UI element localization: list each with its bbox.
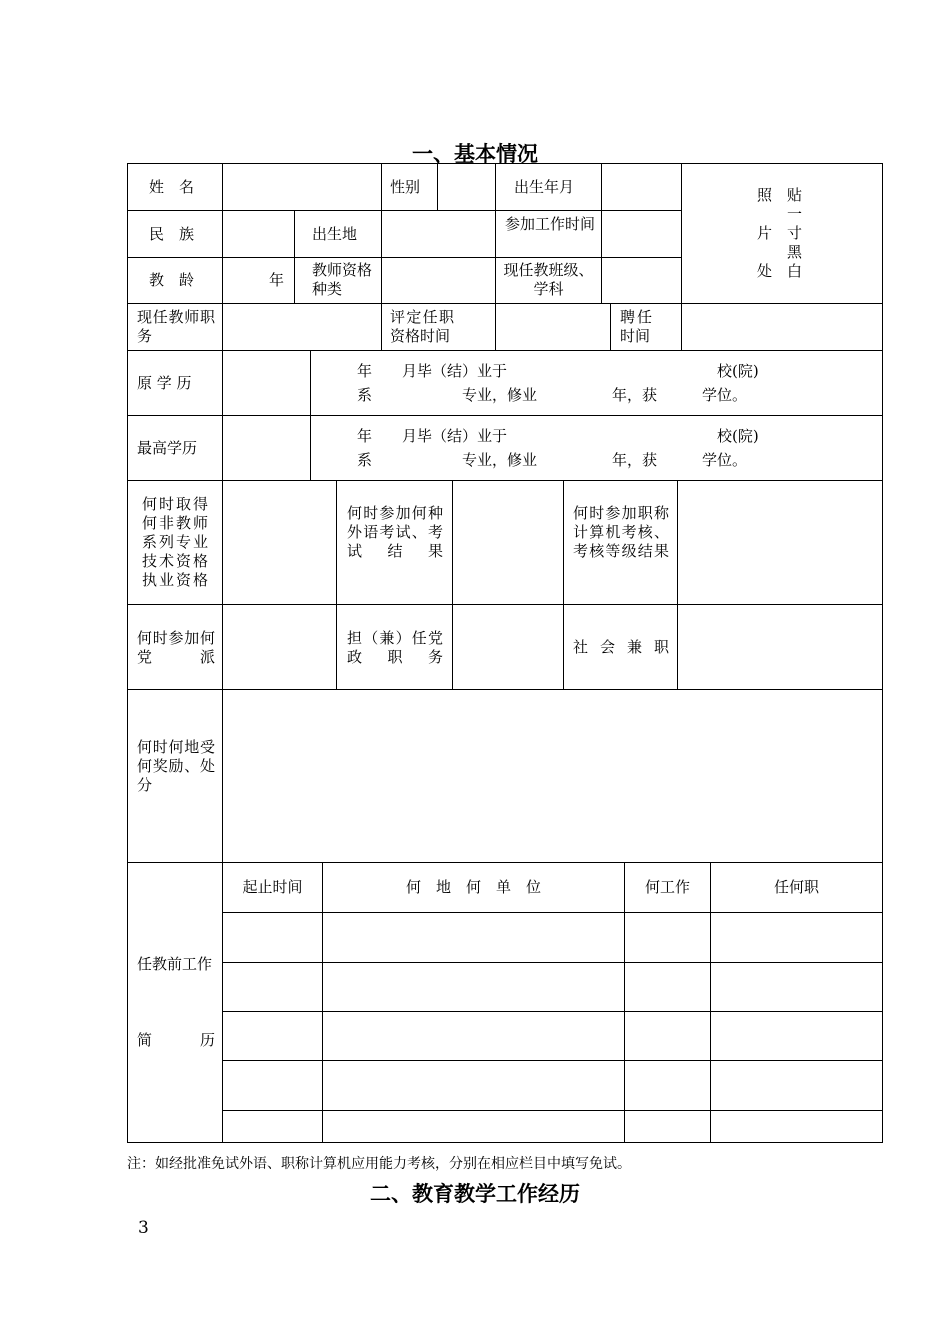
teaching-years-field[interactable] — [222, 257, 295, 304]
label-party-post: 担（兼）任党政职务 — [347, 629, 443, 666]
wh-header-work — [624, 862, 711, 913]
highest-edu-detail[interactable] — [310, 415, 883, 481]
original-edu-line1: 年 月毕（结）业于 校(院) — [357, 362, 759, 380]
cell-teacher-cert-label — [294, 257, 382, 304]
original-edu-detail[interactable] — [310, 350, 883, 416]
wh-header-place — [322, 862, 625, 913]
label-name: 姓 名 — [149, 178, 195, 196]
cell-birthplace-label — [294, 210, 382, 258]
label-foreign-lang: 何时参加何种外语考试、考试结果 — [347, 504, 443, 560]
wh-row5-place[interactable] — [322, 1110, 625, 1143]
cell-original-edu-label — [127, 350, 223, 416]
non-teacher-qual-field[interactable] — [222, 480, 337, 605]
label-year-unit: 年 — [269, 271, 285, 289]
label-non-teacher-qual: 何时取得何非教师系列专业技术资格执业资格 — [142, 495, 208, 589]
photo-box — [681, 163, 883, 304]
wh-row2-period[interactable] — [222, 962, 323, 1012]
social-post-field[interactable] — [677, 604, 883, 690]
cell-teaching-years-label — [127, 257, 223, 304]
wh-row4-work[interactable] — [624, 1060, 711, 1111]
appoint-time-field[interactable] — [681, 303, 883, 351]
wh-row4-place[interactable] — [322, 1060, 625, 1111]
wh-row4-post[interactable] — [710, 1060, 883, 1111]
label-work-history: 任教前工作 — [137, 955, 213, 973]
awards-field[interactable] — [222, 689, 883, 863]
cell-awards-label — [127, 689, 223, 863]
wh-header-post — [710, 862, 883, 913]
gender-field[interactable] — [437, 163, 496, 211]
wh-row4-period[interactable] — [222, 1060, 323, 1111]
highest-edu-line2: 系 专业，修业 年，获 学位。 — [357, 451, 748, 469]
wh-header-period — [222, 862, 323, 913]
current-class-field[interactable] — [601, 257, 682, 304]
cell-party-post-label — [336, 604, 453, 690]
label-ethnicity: 民 族 — [149, 225, 195, 243]
cell-non-teacher-qual-label — [127, 480, 223, 605]
label-gender: 性别 — [390, 178, 421, 196]
label-party: 何时参加何党派 — [137, 629, 215, 666]
ethnicity-field[interactable] — [222, 210, 295, 258]
computer-exam-field[interactable] — [677, 480, 883, 605]
wh-row3-work[interactable] — [624, 1011, 711, 1061]
cell-party-label — [127, 604, 223, 690]
work-start-field[interactable] — [601, 210, 682, 258]
label-awards: 何时何地受何奖励、处分 — [137, 738, 215, 794]
cell-gender-label — [381, 163, 438, 211]
wh-row2-post[interactable] — [710, 962, 883, 1012]
wh-row2-work[interactable] — [624, 962, 711, 1012]
wh-row3-place[interactable] — [322, 1011, 625, 1061]
cell-birth-label — [495, 163, 602, 211]
cell-work-history-label — [127, 862, 223, 1143]
cell-social-post-label — [563, 604, 678, 690]
wh-row2-place[interactable] — [322, 962, 625, 1012]
label-wh-period: 起止时间 — [242, 878, 303, 896]
label-current-post: 现任教师职务 — [137, 308, 215, 345]
footnote: 注：如经批准免试外语、职称计算机应用能力考核，分别在相应栏目中填写免试。 — [127, 1156, 631, 1172]
wh-row3-post[interactable] — [710, 1011, 883, 1061]
label-computer-exam: 何时参加职称计算机考核、考核等级结果 — [573, 504, 669, 560]
label-wh-place: 何 地 何 单 位 — [405, 878, 541, 896]
label-birth: 出生年月 — [514, 178, 575, 196]
highest-edu-line1: 年 月毕（结）业于 校(院) — [357, 427, 759, 445]
label-wh-post: 任何职 — [773, 878, 819, 896]
label-wh-work: 何工作 — [644, 878, 690, 896]
cell-name-label — [127, 163, 223, 211]
name-field[interactable] — [222, 163, 382, 211]
label-work-history-2: 简 历 — [137, 1031, 215, 1049]
label-original-edu: 原 学 历 — [137, 374, 192, 392]
wh-row1-work[interactable] — [624, 912, 711, 963]
birth-field[interactable] — [601, 163, 682, 211]
wh-row5-post[interactable] — [710, 1110, 883, 1143]
cell-computer-exam-label — [563, 480, 678, 605]
cell-current-class-label — [495, 257, 602, 304]
cell-qual-time-label — [381, 303, 496, 351]
section-title-basic: 一、基本情况 — [412, 141, 538, 166]
party-field[interactable] — [222, 604, 337, 690]
wh-row1-place[interactable] — [322, 912, 625, 963]
cell-workstart-label — [495, 210, 602, 258]
qual-time-field[interactable] — [495, 303, 611, 351]
foreign-lang-field[interactable] — [452, 480, 564, 605]
cell-appoint-time-label — [610, 303, 682, 351]
cell-foreign-lang-label — [336, 480, 453, 605]
highest-edu-field[interactable] — [222, 415, 311, 481]
cell-highest-edu-label — [127, 415, 223, 481]
label-photo: 照 贴 一 片 寸 黑 处 白 — [757, 186, 803, 280]
label-highest-edu: 最高学历 — [137, 439, 198, 457]
wh-row1-period[interactable] — [222, 912, 323, 963]
wh-row3-period[interactable] — [222, 1011, 323, 1061]
current-post-field[interactable] — [222, 303, 382, 351]
label-teaching-years: 教 龄 — [149, 271, 195, 289]
label-appoint-time: 聘任时间 — [620, 308, 652, 345]
page-number: 3 — [138, 1218, 149, 1238]
label-qual-time: 评定任职资格时间 — [390, 308, 454, 345]
wh-row5-work[interactable] — [624, 1110, 711, 1143]
wh-row5-period[interactable] — [222, 1110, 323, 1143]
label-teacher-cert: 教师资格种类 — [312, 261, 373, 298]
label-birthplace: 出生地 — [312, 225, 358, 243]
teacher-cert-field[interactable] — [381, 257, 496, 304]
label-current-class: 现任教班级、学科 — [503, 261, 594, 298]
label-work-start: 参加工作时间 — [505, 215, 596, 233]
cell-current-post-label — [127, 303, 223, 351]
birthplace-field[interactable] — [381, 210, 496, 258]
label-social-post: 社会兼职 — [573, 638, 669, 656]
party-post-field[interactable] — [452, 604, 564, 690]
original-edu-field[interactable] — [222, 350, 311, 416]
original-edu-line2: 系 专业，修业 年，获 学位。 — [357, 386, 748, 404]
cell-ethnicity-label — [127, 210, 223, 258]
wh-row1-post[interactable] — [710, 912, 883, 963]
section-title-experience: 二、教育教学工作经历 — [370, 1181, 580, 1206]
